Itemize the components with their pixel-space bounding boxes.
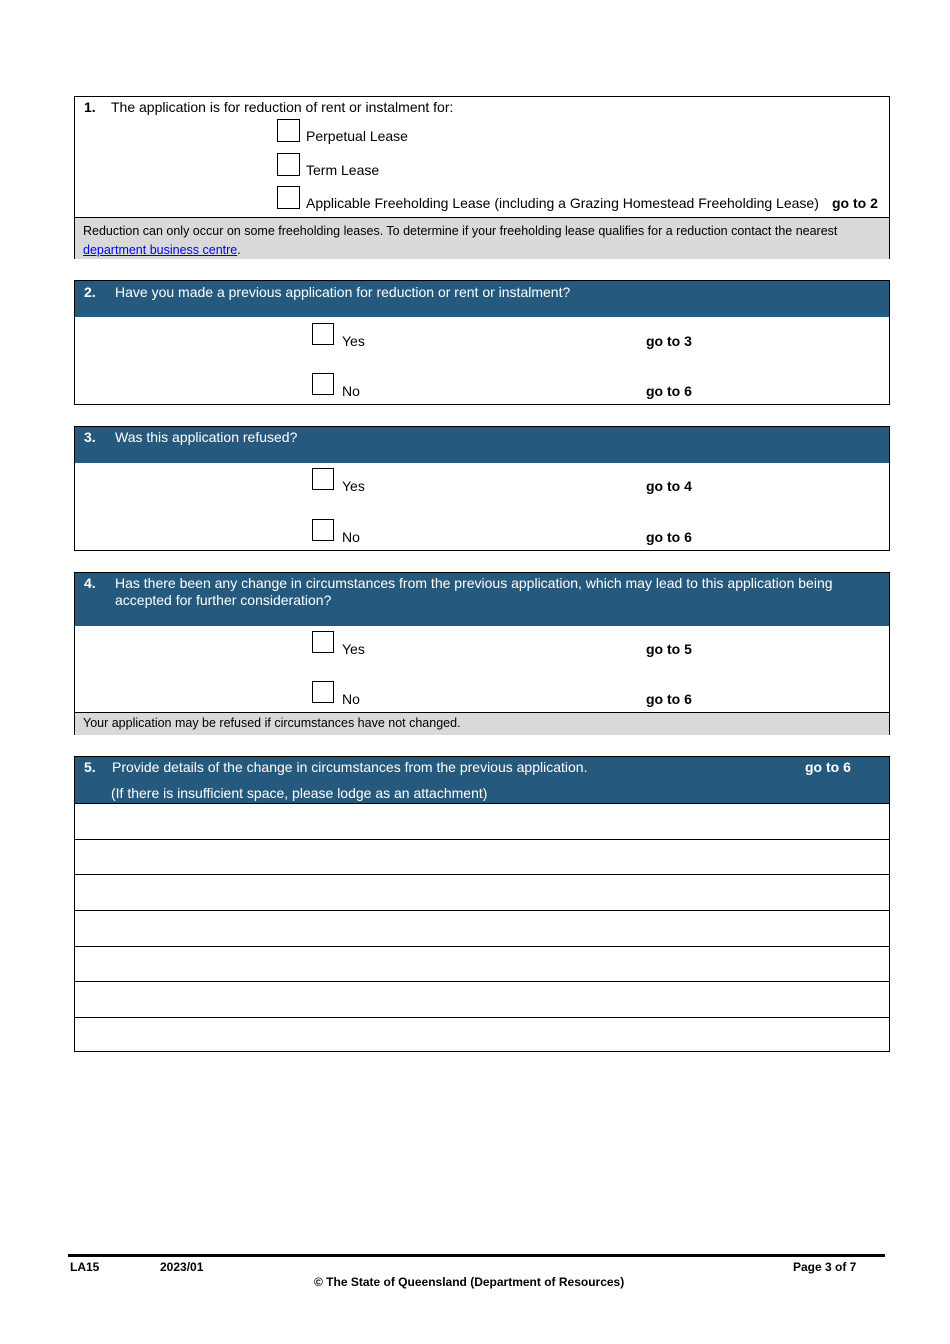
details-text-line[interactable] bbox=[75, 839, 889, 875]
yes-label: Yes bbox=[342, 641, 365, 657]
term-lease-checkbox[interactable] bbox=[277, 153, 300, 176]
question-text: Was this application refused? bbox=[115, 429, 298, 445]
question-number: 5. bbox=[84, 759, 96, 775]
footer-rule bbox=[68, 1254, 885, 1257]
freeholding-lease-label: Applicable Freeholding Lease (including a Grazing Homestead Freeholding Lease) bbox=[306, 195, 819, 211]
details-text-line[interactable] bbox=[75, 946, 889, 982]
question-header bbox=[75, 757, 889, 803]
no-checkbox[interactable] bbox=[312, 373, 334, 395]
no-label: No bbox=[342, 529, 360, 545]
question-5-section bbox=[74, 756, 890, 1052]
no-checkbox[interactable] bbox=[312, 519, 334, 541]
question-header bbox=[75, 427, 889, 463]
details-text-line[interactable] bbox=[75, 874, 889, 910]
goto-label: go to 5 bbox=[646, 641, 692, 657]
question-number: 1. bbox=[84, 99, 96, 115]
form-version: 2023/01 bbox=[160, 1260, 204, 1274]
details-text-line[interactable] bbox=[75, 981, 889, 1017]
no-label: No bbox=[342, 691, 360, 707]
question-1-section bbox=[74, 96, 890, 259]
note-text: Your application may be refused if circumstances have not changed. bbox=[83, 716, 461, 730]
freeholding-lease-checkbox[interactable] bbox=[277, 186, 300, 209]
goto-label: go to 6 bbox=[805, 759, 851, 775]
perpetual-lease-label: Perpetual Lease bbox=[306, 128, 408, 144]
goto-label: go to 6 bbox=[646, 529, 692, 545]
no-checkbox[interactable] bbox=[312, 681, 334, 703]
yes-checkbox[interactable] bbox=[312, 631, 334, 653]
details-text-line[interactable] bbox=[75, 803, 889, 839]
yes-checkbox[interactable] bbox=[312, 323, 334, 345]
question-text: Provide details of the change in circumstances from the previous application. bbox=[112, 759, 588, 775]
goto-label: go to 4 bbox=[646, 478, 692, 494]
form-code: LA15 bbox=[70, 1260, 100, 1274]
goto-label: go to 6 bbox=[646, 383, 692, 399]
q4-note bbox=[75, 712, 889, 735]
details-text-line[interactable] bbox=[75, 910, 889, 946]
goto-label: go to 2 bbox=[832, 195, 878, 211]
details-text-line[interactable] bbox=[75, 1017, 889, 1052]
question-4-section bbox=[74, 572, 890, 735]
question-text: Have you made a previous application for reduction or rent or instalment? bbox=[115, 284, 571, 300]
yes-label: Yes bbox=[342, 478, 365, 494]
no-label: No bbox=[342, 383, 360, 399]
question-text: Has there been any change in circumstances from the previous application, which may lead to this application being accepted for further consideration? bbox=[115, 575, 833, 608]
question-number: 3. bbox=[84, 429, 96, 445]
question-header bbox=[75, 573, 889, 626]
page-number: Page 3 of 7 bbox=[793, 1260, 857, 1274]
question-number: 2. bbox=[84, 284, 96, 300]
q1-note bbox=[75, 217, 889, 259]
question-text: The application is for reduction of rent or instalment for: bbox=[111, 99, 454, 115]
department-business-centre-link[interactable]: department business centre bbox=[83, 243, 238, 257]
goto-label: go to 6 bbox=[646, 691, 692, 707]
yes-label: Yes bbox=[342, 333, 365, 349]
goto-label: go to 3 bbox=[646, 333, 692, 349]
question-header bbox=[75, 281, 889, 317]
copyright: © The State of Queensland (Department of Resources) bbox=[314, 1275, 625, 1289]
question-2-section bbox=[74, 280, 890, 405]
note-text: Reduction can only occur on some freeholding leases. To determine if your freeholding lease qualifies for a reduction contact the nearest bbox=[83, 224, 838, 238]
question-3-section bbox=[74, 426, 890, 551]
perpetual-lease-checkbox[interactable] bbox=[277, 119, 300, 142]
note-end: . bbox=[237, 243, 241, 257]
term-lease-label: Term Lease bbox=[306, 162, 380, 178]
yes-checkbox[interactable] bbox=[312, 468, 334, 490]
question-subtext: (If there is insufficient space, please lodge as an attachment) bbox=[111, 785, 488, 801]
question-number: 4. bbox=[84, 575, 96, 591]
